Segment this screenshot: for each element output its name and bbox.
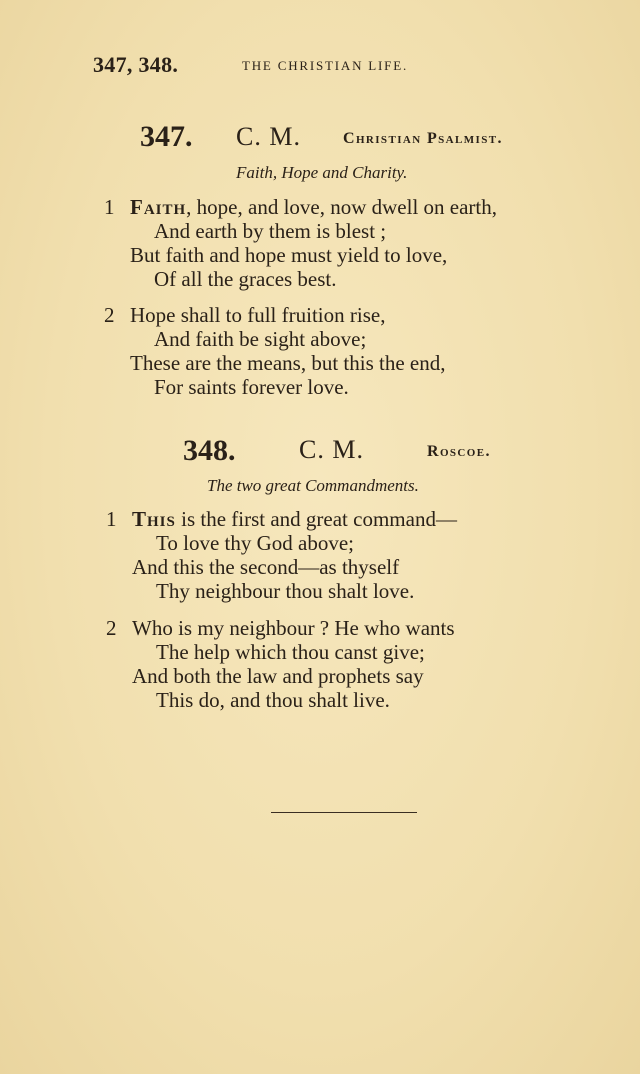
hymn-348-verse-2-line-3: And both the law and prophets say [132, 664, 424, 688]
hymn-348-verse-2-number: 2 [106, 616, 117, 640]
hymn-348-meter: C. M. [299, 435, 364, 464]
hymn-348-verse-2-line-1: Who is my neighbour ? He who wants [132, 616, 455, 640]
hymn-348-subtitle: The two great Commandments. [207, 476, 419, 495]
hymn-348-verse-1-first-word: This [132, 507, 176, 531]
hymn-347-verse-2-line-3: These are the means, but this the end, [130, 351, 446, 375]
page-numbers: 347, 348. [93, 52, 179, 77]
hymn-348-verse-1-line-3: And this the second—as thyself [132, 555, 400, 579]
hymn-347-verse-1-line-1: Faith, hope, and love, now dwell on earth, [130, 195, 498, 219]
hymn-348-verse-1-line-2: To love thy God above; [156, 531, 354, 555]
hymn-348-verse-2-line-4: This do, and thou shalt live. [156, 688, 390, 712]
hymn-348-verse-1-line-1: This is the first and great command— [132, 507, 457, 531]
end-rule [271, 812, 417, 813]
running-title: THE CHRISTIAN LIFE. [242, 58, 408, 73]
hymn-347-meter: C. M. [236, 122, 301, 151]
hymn-347-verse-1-first-word: Faith [130, 195, 187, 219]
hymn-347-verse-1-line-2: And earth by them is blest ; [154, 219, 387, 243]
hymn-347-verse-1-line-4: Of all the graces best. [154, 267, 337, 291]
hymn-347-verse-2-line-4: For saints forever love. [154, 375, 349, 399]
hymn-347-verse-2-number: 2 [104, 303, 115, 327]
hymn-348-author: Roscoe. [427, 443, 491, 460]
hymn-347-number: 347. [140, 120, 193, 153]
hymn-347-author: Christian Psalmist. [343, 130, 503, 147]
hymn-347-verse-2-line-1: Hope shall to full fruition rise, [130, 303, 386, 327]
hymn-347-verse-1-line-3: But faith and hope must yield to love, [130, 243, 448, 267]
hymn-347-subtitle: Faith, Hope and Charity. [236, 163, 408, 182]
hymn-347-verse-1-number: 1 [104, 195, 115, 219]
hymn-348-verse-1-number: 1 [106, 507, 117, 531]
hymn-347-verse-2-line-2: And faith be sight above; [154, 327, 367, 351]
hymn-348-verse-1-line-4: Thy neighbour thou shalt love. [156, 579, 415, 603]
hymn-348-number: 348. [183, 434, 236, 467]
hymn-348-verse-2-line-2: The help which thou canst give; [156, 640, 425, 664]
